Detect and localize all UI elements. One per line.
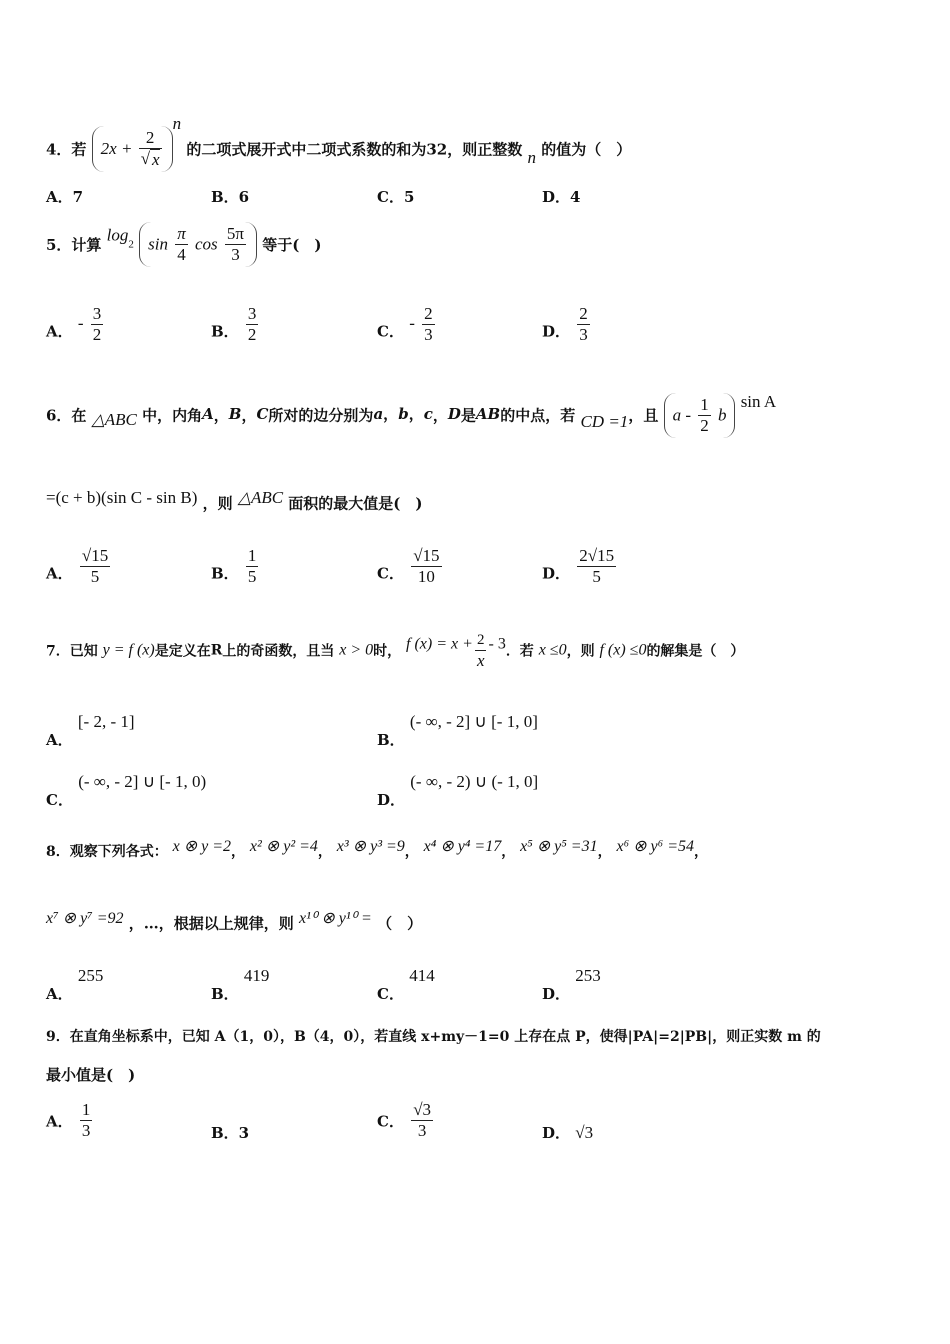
- q9-option-b[interactable]: B．3: [211, 1124, 250, 1142]
- q5-option-b-num: 3: [247, 304, 257, 323]
- q6-option-c-den: 10: [417, 567, 435, 586]
- q6-option-c-label: C．: [377, 564, 404, 583]
- q6-line2-text-1: ，则: [202, 494, 233, 513]
- q7-cond: x > 0: [339, 641, 374, 659]
- question-5: [46, 222, 321, 267]
- q4-option-a[interactable]: A．7: [46, 188, 84, 206]
- q6-option-c-num: √15: [413, 546, 440, 565]
- q7-option-a[interactable]: [46, 712, 135, 750]
- q8-eq-5: x⁵ ⊗ y⁵ =31: [520, 838, 598, 855]
- q5-option-b-frac: [246, 304, 259, 345]
- q7-ineq: f (x) ≤0: [599, 641, 647, 659]
- q6-option-d-den: 5: [592, 567, 601, 586]
- question-9-line-2: 最小值是( ): [46, 1066, 136, 1084]
- q5-log: log: [106, 225, 129, 245]
- q4-option-d[interactable]: D．4: [542, 188, 581, 206]
- q8-option-d[interactable]: [542, 966, 601, 1004]
- q6-line2-text-2: 面积的最大值是( ): [288, 494, 423, 513]
- q8-option-c-val: 414: [409, 966, 435, 985]
- q6-half: [698, 395, 711, 436]
- q6-option-b-num: 1: [247, 546, 257, 565]
- q7-fraction: [475, 630, 487, 671]
- q6-option-d-label: D．: [542, 564, 571, 583]
- q6-text-3: 是: [460, 406, 476, 425]
- q5-option-a-frac: [91, 304, 104, 345]
- q6-b: b: [398, 405, 409, 423]
- q5-number: 5．计算: [46, 236, 102, 254]
- q6-D: D: [447, 405, 461, 423]
- q8-comma-6: ，: [694, 844, 708, 860]
- q9-option-a-frac: [80, 1100, 93, 1141]
- q6-text-2: 所对的边分别为: [268, 406, 374, 425]
- q4-number: 4．若: [46, 140, 87, 159]
- q5-argument: [139, 222, 257, 267]
- q5-option-d-num: 2: [579, 304, 588, 323]
- q4-binomial: [92, 126, 173, 172]
- q6-text-4: 的中点，若: [500, 406, 576, 425]
- q6-option-b-den: 5: [247, 567, 257, 586]
- q8-option-a-label: A．: [46, 985, 73, 1003]
- q7-number: 7．已知: [46, 643, 98, 660]
- q6-option-b[interactable]: [211, 546, 260, 587]
- q6-AB: AB: [475, 405, 501, 423]
- q5-frac-1: [175, 224, 188, 265]
- q6-option-b-frac: [246, 546, 259, 587]
- q9-option-a-den: 3: [81, 1121, 91, 1140]
- q8-comma-5: ，: [597, 844, 612, 860]
- q6-option-a[interactable]: [46, 546, 112, 587]
- q8-eq-2: x² ⊗ y² =4: [249, 838, 318, 855]
- q6-sep-3: ，: [432, 406, 448, 425]
- q8-option-c-label: C．: [377, 985, 404, 1003]
- q5-option-c-num: 2: [424, 304, 433, 323]
- q8-tail: （ ）: [377, 914, 423, 933]
- q4-var-n: n: [527, 148, 536, 167]
- q8-option-c[interactable]: [377, 966, 435, 1004]
- q5-option-c-label: C．: [377, 322, 404, 341]
- q6-triangle: △ABC: [91, 410, 137, 429]
- q5-option-d-den: 3: [579, 325, 588, 344]
- q6-cd: CD =1: [580, 412, 629, 431]
- q5-tail: 等于( ): [262, 236, 322, 254]
- q6-C: C: [256, 405, 269, 423]
- q9-option-c-num: √3: [413, 1100, 432, 1119]
- question-8-line-2: [46, 908, 422, 934]
- q6-text-5: ，且: [628, 406, 659, 425]
- q6-line2-triangle: △ABC: [237, 488, 284, 507]
- q7-option-c-label: C．: [46, 791, 73, 809]
- q4-sqrt-x: x: [152, 150, 160, 170]
- q7-frac-den: x: [476, 651, 485, 670]
- question-9: 9．在直角坐标系中，已知 A（1，0），B（4，0），若直线 x+my－1=0 上存在点 P，使得|PA|=2|PB|，则正实数 m 的: [46, 1029, 821, 1045]
- q6-paren-a: a -: [672, 405, 691, 424]
- q5-option-a-num: 3: [92, 304, 102, 323]
- q8-option-d-val: 253: [575, 966, 601, 985]
- q6-option-a-num: √15: [81, 546, 109, 565]
- q5-option-a-label: A．: [46, 322, 73, 341]
- q8-comma-3: ，: [404, 844, 419, 860]
- q6-half-den: 2: [700, 415, 709, 435]
- q6-A: A: [202, 405, 214, 423]
- q5-option-a-sign: -: [77, 313, 84, 333]
- q4-option-c[interactable]: C．5: [377, 188, 415, 206]
- q4-tail: 的值为（ ）: [541, 140, 632, 159]
- q5-frac-1-num: π: [177, 224, 186, 243]
- q4-frac-num: 2: [139, 128, 162, 149]
- q6-c: c: [423, 405, 433, 423]
- q6-sinA: sin A: [740, 392, 777, 411]
- q7-text-4: ．若: [505, 643, 534, 660]
- q7-option-b[interactable]: [377, 712, 538, 750]
- q8-option-d-label: D．: [542, 985, 571, 1003]
- q7-option-d-label: D．: [377, 791, 406, 809]
- q5-option-c-sign: -: [409, 313, 415, 333]
- q5-frac-2-num: 5π: [226, 224, 244, 243]
- q6-half-num: 1: [700, 394, 709, 414]
- q6-B: B: [228, 405, 242, 423]
- q9-option-c[interactable]: [377, 1100, 435, 1141]
- q4-fraction: [139, 128, 162, 170]
- q8-option-b[interactable]: [211, 966, 269, 1004]
- q4-exponent: n: [172, 114, 182, 133]
- question-4: [46, 114, 631, 172]
- q5-option-b[interactable]: [211, 304, 260, 345]
- q7-cond2: x ≤0: [538, 641, 567, 659]
- q9-option-c-den: 3: [417, 1121, 427, 1140]
- q5-option-c-frac: [422, 304, 435, 345]
- q6-option-d-num: 2√15: [579, 546, 615, 565]
- q7-text-5: ，则: [566, 643, 595, 660]
- q6-paren-b: b: [717, 405, 727, 424]
- q7-option-b-val: (- ∞, - 2] ∪ [- 1, 0]: [409, 712, 538, 731]
- q7-option-c[interactable]: [46, 772, 206, 810]
- q5-log-base: 2: [128, 238, 134, 251]
- q6-option-a-label: A．: [46, 564, 73, 583]
- q7-option-a-label: A．: [46, 731, 73, 749]
- q7-frac-num: 2: [475, 630, 487, 651]
- question-8: [46, 836, 708, 861]
- q7-option-a-val: [- 2, - 1]: [77, 712, 135, 731]
- q8-number: 8．观察下列各式：: [46, 844, 168, 860]
- q5-frac-2: [225, 224, 246, 265]
- q6-sep-1: ，: [213, 406, 229, 425]
- q8-comma-1: ，: [231, 844, 246, 860]
- q6-option-d-frac: [577, 546, 616, 587]
- question-6: 6．在 △ABC 中，内角A，B，C所对的边分别为a，b，c，D是AB的中点，若 CD =1，且 a - $\frac{1}{2}$ b sin A: [46, 392, 776, 438]
- q9-option-c-frac: [411, 1100, 433, 1141]
- q7-yfx: y = f (x): [102, 641, 155, 659]
- q6-option-a-frac: [80, 546, 110, 587]
- q5-sin: sin: [148, 234, 168, 254]
- q8-option-a[interactable]: [46, 966, 103, 1004]
- q6-paren: [664, 393, 736, 438]
- q6-number: 6．在: [46, 406, 87, 425]
- q7-option-b-label: B．: [377, 731, 405, 749]
- q6-line2-expr: =(c + b)(sin C - sin B): [46, 488, 198, 507]
- q9-option-a-num: 1: [81, 1100, 91, 1119]
- q7-option-c-val: (- ∞, - 2] ∪ [- 1, 0): [78, 772, 207, 791]
- question-6-line-2: [46, 488, 423, 514]
- q5-option-d-frac: [577, 304, 590, 345]
- q8-eq-3: x³ ⊗ y³ =9: [336, 838, 405, 855]
- q8-eq-4: x⁴ ⊗ y⁴ =17: [423, 838, 502, 855]
- q9-option-d-label: D．: [542, 1124, 571, 1142]
- q4-expr: 2x +: [100, 139, 133, 158]
- q8-option-b-label: B．: [211, 985, 239, 1003]
- q7-option-d[interactable]: [377, 772, 538, 810]
- q7-option-d-val: (- ∞, - 2) ∪ (- 1, 0]: [410, 772, 539, 791]
- q5-cos: cos: [194, 234, 218, 254]
- q9-option-a[interactable]: [46, 1100, 94, 1141]
- q7-text-2: 上的奇函数，且当: [222, 643, 335, 660]
- q6-sep-2: ，: [241, 406, 257, 425]
- q7-R: R: [210, 642, 223, 659]
- q9-option-d-val: √3: [575, 1123, 594, 1142]
- q7-fx: f (x) = x +: [406, 635, 473, 653]
- q4-frac-den: √ x: [140, 148, 160, 170]
- q7-tail: 的解集是（ ）: [646, 643, 745, 660]
- q8-line2-question: x¹⁰ ⊗ y¹⁰ =: [299, 910, 372, 927]
- q9-option-d[interactable]: [542, 1122, 593, 1143]
- q4-option-b[interactable]: B．6: [211, 188, 250, 206]
- q8-option-a-val: 255: [77, 966, 104, 985]
- q7-text-1: 是定义在: [154, 643, 211, 660]
- q5-frac-2-den: 3: [231, 245, 240, 264]
- q5-option-b-den: 2: [247, 325, 257, 344]
- q4-text: 的二项式展开式中二项式系数的和为32，则正整数: [186, 140, 523, 159]
- q5-option-c[interactable]: [377, 304, 437, 345]
- q6-a: a: [373, 405, 384, 423]
- q8-line2-eq: x⁷ ⊗ y⁷ =92: [46, 910, 124, 927]
- q8-option-b-val: 419: [243, 966, 270, 985]
- q9-option-c-label: C．: [377, 1112, 404, 1131]
- q5-option-b-label: B．: [211, 322, 239, 341]
- q5-option-d[interactable]: [542, 304, 592, 345]
- q8-eq-1: x ⊗ y =2: [172, 838, 232, 855]
- question-7: [46, 630, 744, 671]
- q7-text-3: 时，: [373, 643, 402, 660]
- q5-option-a-den: 2: [92, 325, 102, 344]
- q9-option-a-label: A．: [46, 1112, 73, 1131]
- q6-text-1: 中，内角: [142, 406, 203, 425]
- q6-option-c-frac: [411, 546, 441, 587]
- q5-option-d-label: D．: [542, 322, 571, 341]
- q6-option-d[interactable]: [542, 546, 618, 587]
- q8-comma-4: ，: [501, 844, 516, 860]
- q8-eq-6: x⁶ ⊗ y⁶ =54: [616, 838, 694, 855]
- q5-frac-1-den: 4: [177, 245, 186, 264]
- q6-option-c[interactable]: [377, 546, 444, 587]
- q5-option-a[interactable]: [46, 304, 105, 345]
- q8-comma-2: ，: [317, 844, 332, 860]
- q6-option-b-label: B．: [211, 564, 239, 583]
- q5-option-c-den: 3: [424, 325, 433, 344]
- q7-minus3: - 3: [488, 635, 506, 653]
- q6-option-a-den: 5: [90, 567, 100, 586]
- q8-line2-text: ，…，根据以上规律，则: [128, 914, 294, 933]
